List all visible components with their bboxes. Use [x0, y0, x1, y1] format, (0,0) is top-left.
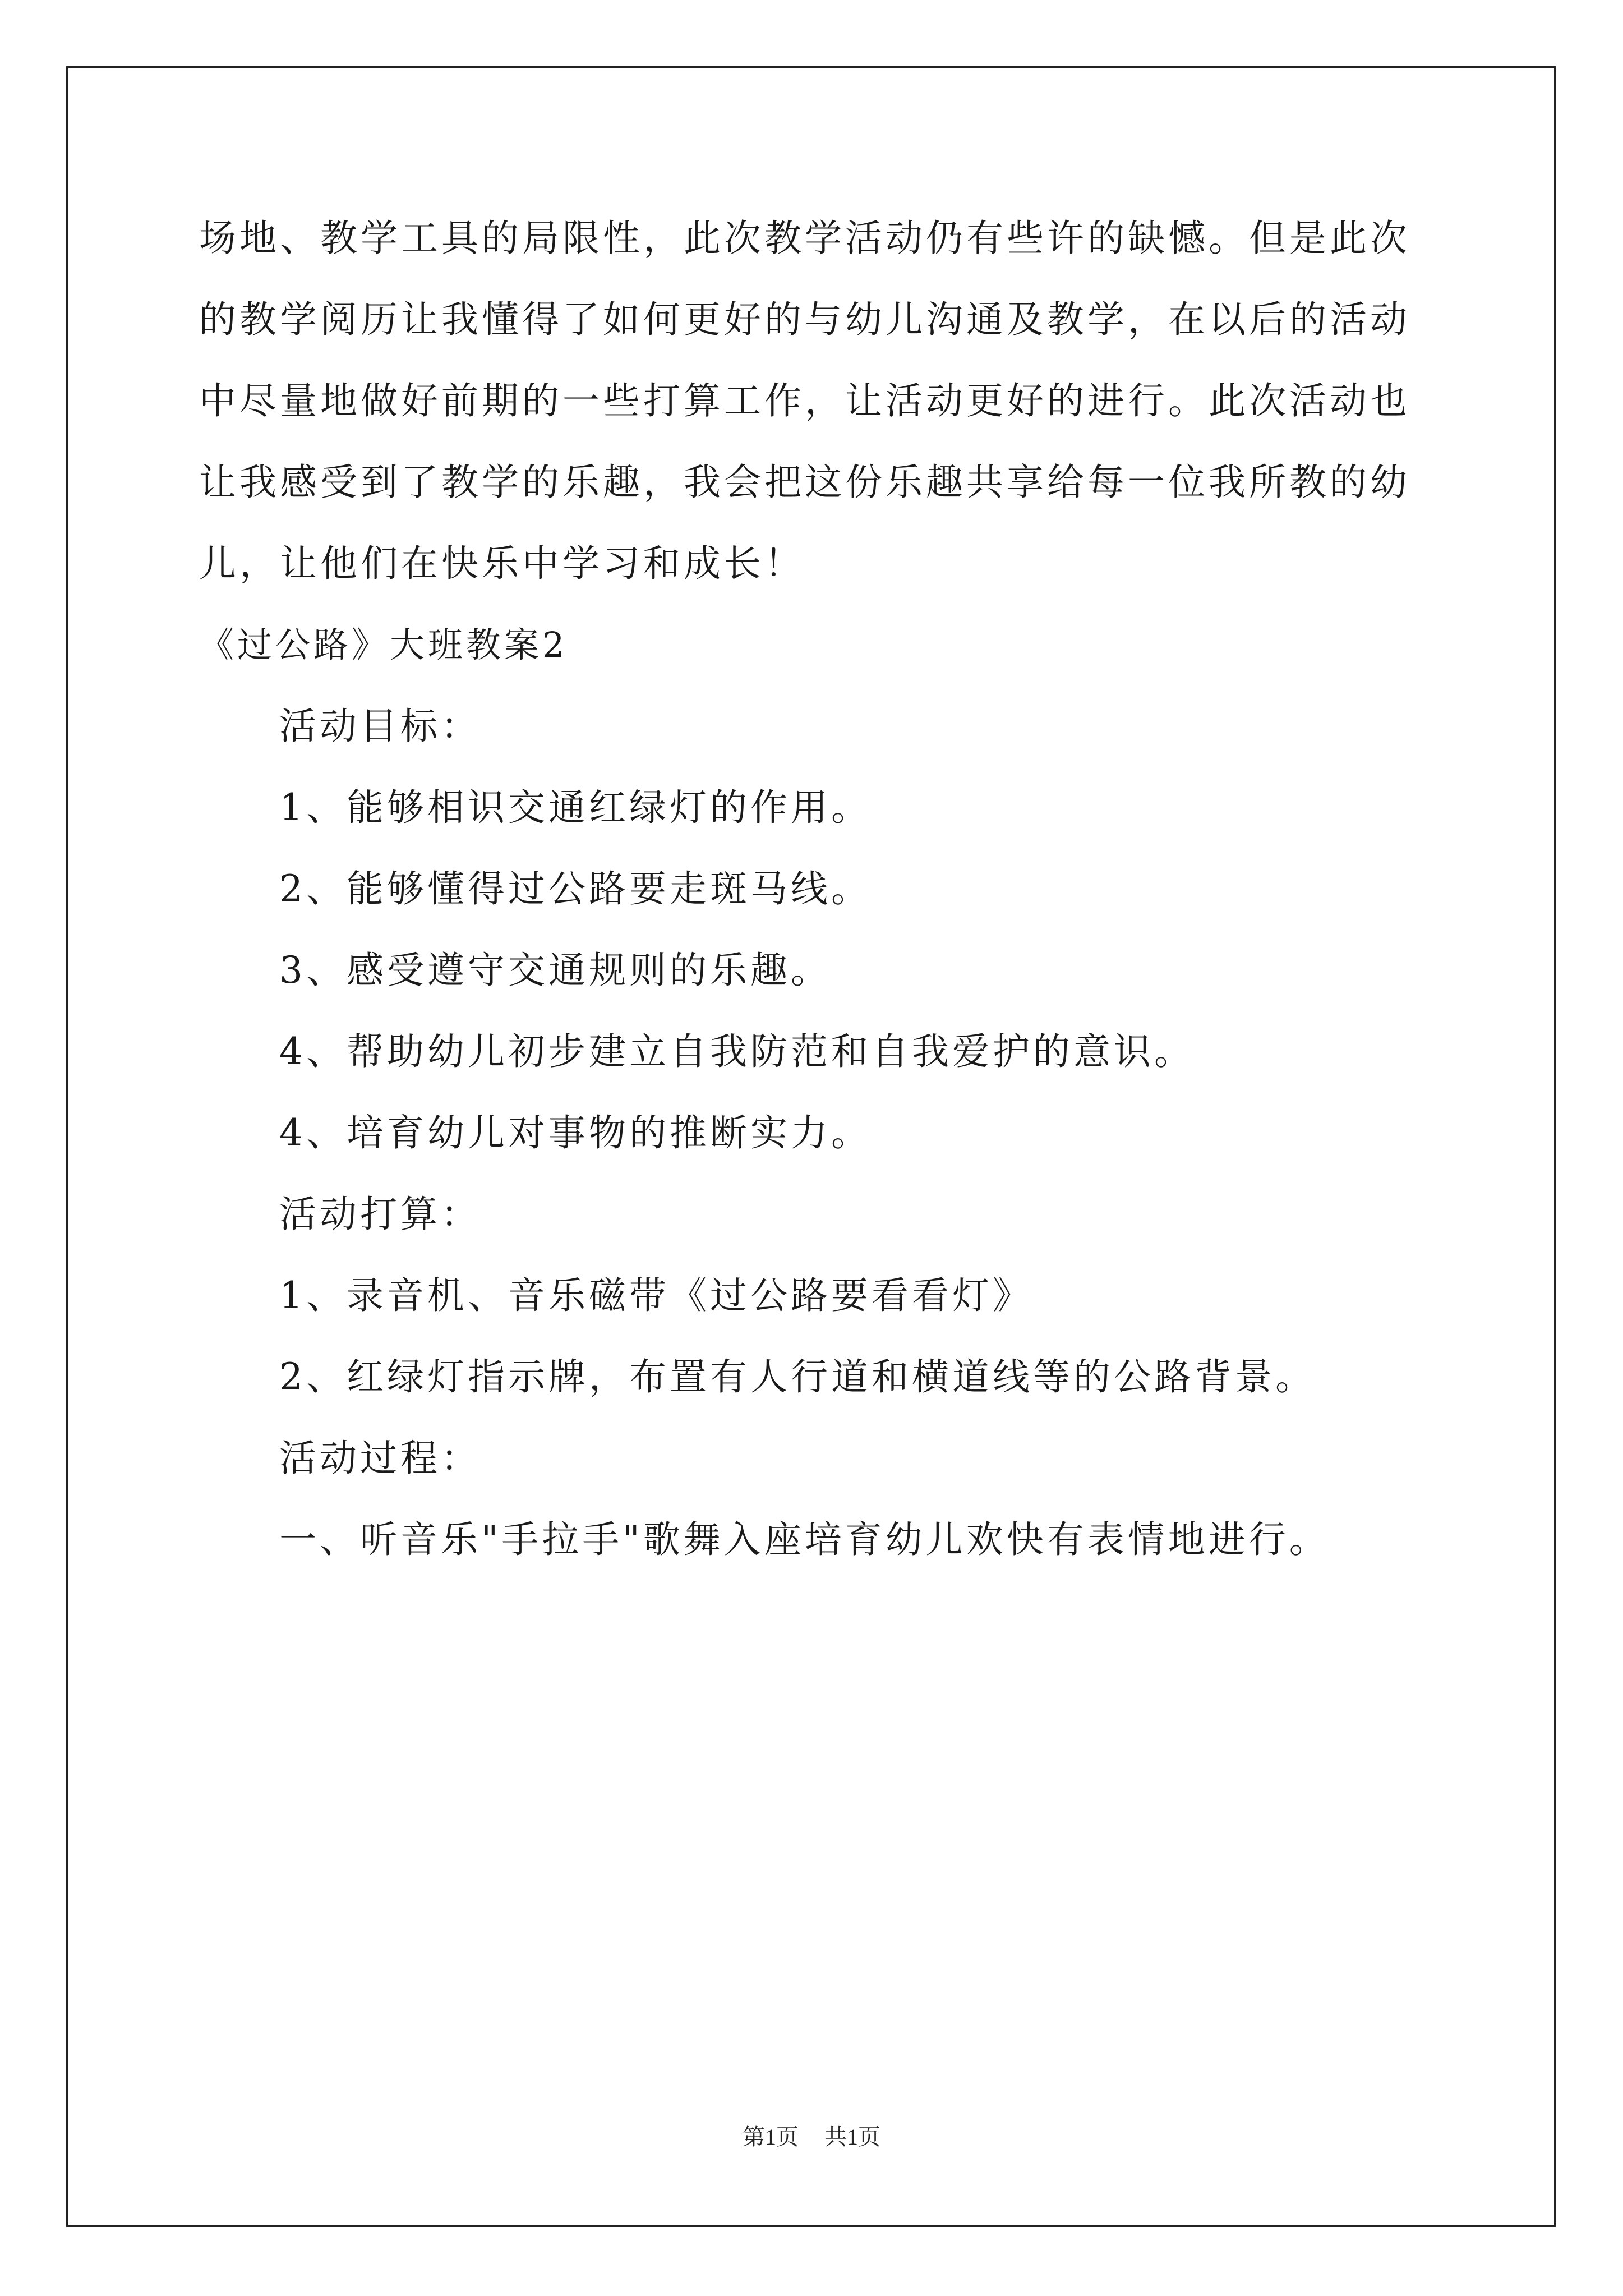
goal-item: 2、能够懂得过公路要走斑马线。: [279, 867, 872, 910]
goal-item: 4、帮助幼儿初步建立自我防范和自我爱护的意识。: [279, 1030, 1195, 1073]
section-title: 《过公路》大班教案2: [199, 624, 568, 665]
paragraph-line: 儿，让他们在快乐中学习和成长！: [199, 542, 805, 585]
goal-item: 4、培育幼儿对事物的推断实力。: [279, 1111, 872, 1154]
page-number: 第1页: [743, 2124, 799, 2150]
process-item: 一、听音乐"手拉手"歌舞入座培育幼儿欢快有表情地进行。: [279, 1518, 1330, 1561]
paragraph-line: 的教学阅历让我懂得了如何更好的与幼儿沟通及教学，在以后的活动: [199, 298, 1410, 341]
page-total: 共1页: [824, 2124, 880, 2150]
prep-heading: 活动打算：: [279, 1193, 481, 1236]
goal-item: 3、感受遵守交通规则的乐趣。: [279, 949, 831, 992]
page-footer: [0, 2123, 1623, 2151]
prep-item: 2、红绿灯指示牌，布置有人行道和横道线等的公路背景。: [279, 1355, 1316, 1398]
prep-item: 1、录音机、音乐磁带《过公路要看看灯》: [279, 1274, 1033, 1317]
goals-heading: 活动目标：: [279, 705, 481, 748]
paragraph-line: 让我感受到了教学的乐趣，我会把这份乐趣共享给每一位我所教的幼: [199, 461, 1410, 504]
paragraph-line: 场地、教学工具的局限性，此次教学活动仍有些许的缺憾。但是此次: [199, 217, 1410, 260]
document-body: [199, 216, 1427, 1599]
goal-item: 1、能够相识交通红绿灯的作用。: [279, 786, 872, 829]
paragraph-line: 中尽量地做好前期的一些打算工作，让活动更好的进行。此次活动也: [199, 379, 1410, 422]
process-heading: 活动过程：: [279, 1437, 481, 1480]
